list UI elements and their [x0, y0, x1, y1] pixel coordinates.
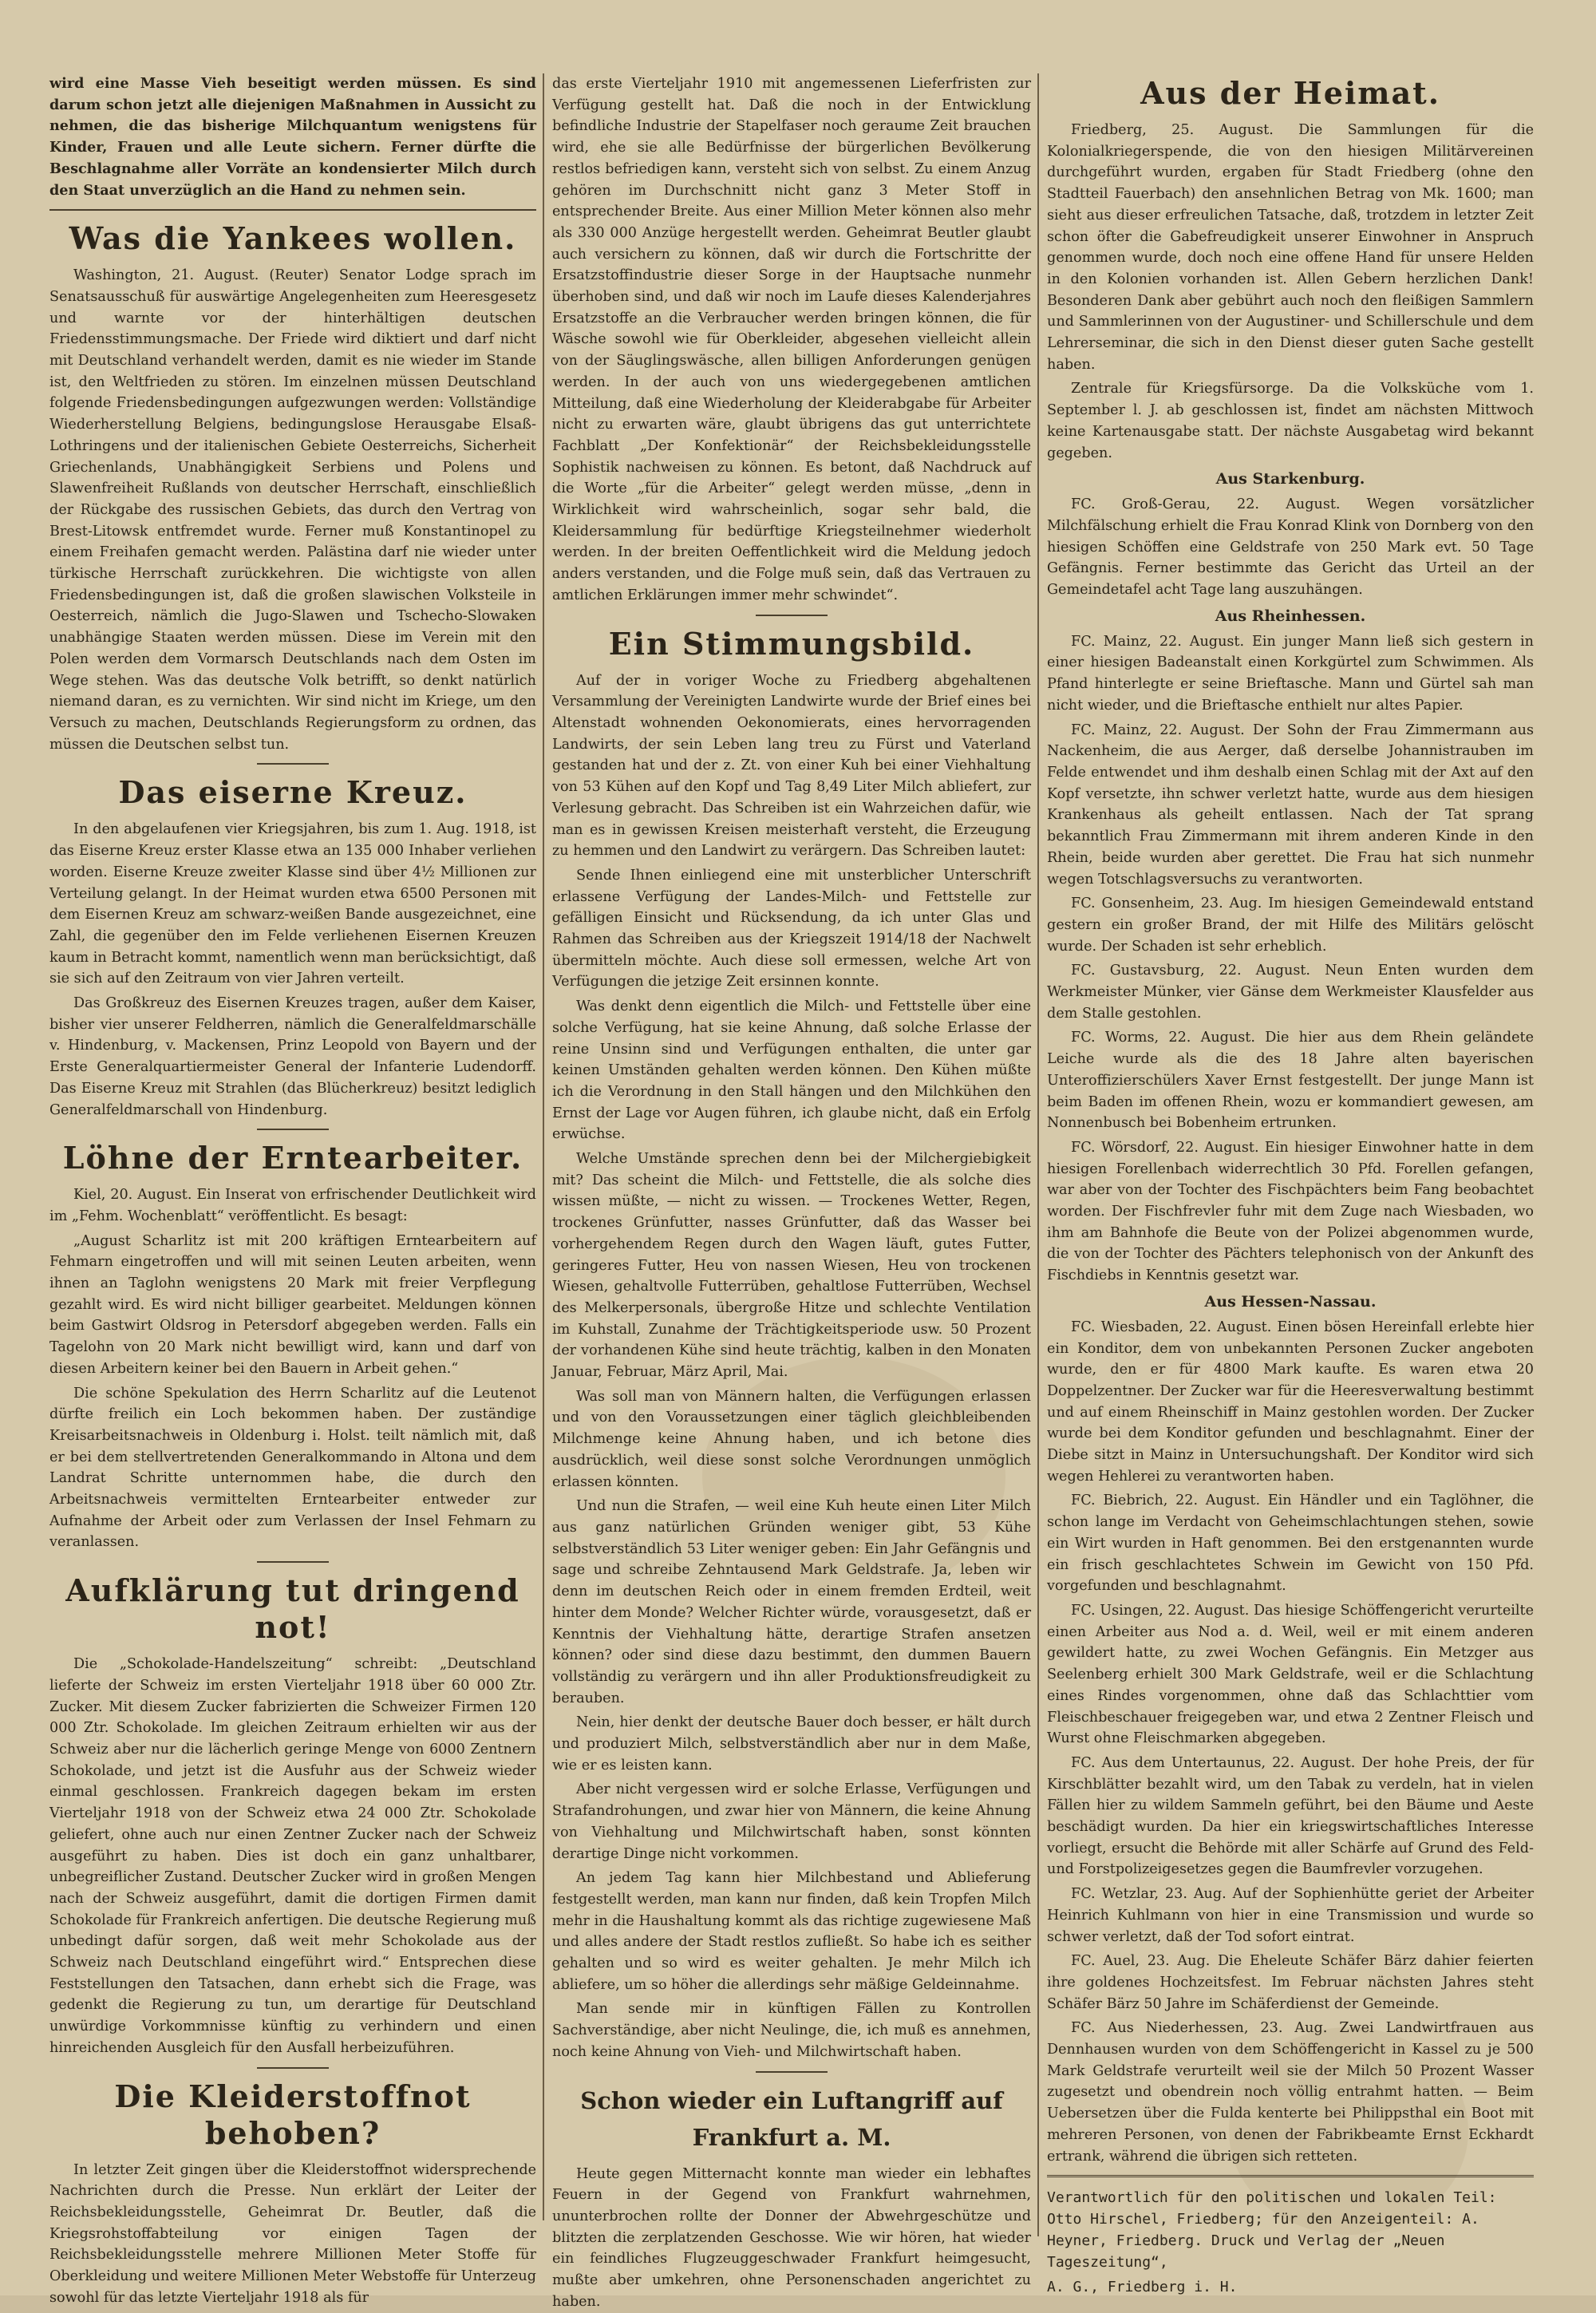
divider [257, 763, 329, 765]
divider [257, 2067, 329, 2069]
divider [49, 209, 536, 211]
divider [756, 615, 828, 616]
column-2 [552, 73, 1031, 2310]
article-text: FC. Mainz, 22. August. Der Sohn der Frau Zimmermann aus Nackenheim, die aus Aerger, daß derselbe Johannistrauben im Felde entwendet und ihm deshalb einen Schlag mit der Axt auf den Kopf versetzte, ihn schwer verletzt hatte, wurde aus dem hiesigen Krankenhaus als geheilt entlassen. Nach der Tat sprang bekanntlich Frau Zimmermann mit ihrem anderen Kinde in den Rhein, beide wurden aber gerettet. Die Frau hat sich nunmehr wegen Totschlagsversuchs zu verantworten. [1047, 722, 1534, 888]
article-text: FC. Groß-Gerau, 22. August. Wegen vorsätzlicher Milchfälschung erhielt die Frau Konrad Klink von Dornberg von den hiesigen Schöffen eine Geldstrafe von 250 Mark evt. 50 Tage Gefängnis. Ferner bestimmte das Gericht das Urteil an der Gemeindetafel acht Tage lang auszuhängen. [1047, 496, 1534, 599]
article-text: FC. Worms, 22. August. Die hier aus dem Rhein geländete Leiche wurde als die des 18 Jahre alten bayerischen Unteroffizierschülers Xaver Ernst festgestellt. Der junge Mann ist beim Baden im offenen Rhein, wozu er kommandiert gewesen, am Nonnenbusch bei Bobenheim ertrunken. [1047, 1030, 1534, 1132]
article-text: Die schöne Spekulation des Herrn Scharlitz auf die Leutenot dürfte freilich ein Loch bekommen haben. Der zuständige Kreisarbeitsnachweis in Oldenburg i. Holst. teilt nämlich mit, daß er bei dem stellvertretenden Generalkommando in Altona und dem Landrat Schritte unternommen habe, die durch den Arbeitsnachweis vermittelten Erntearbeiter entweder zur Aufnahme der Arbeit oder zum Verlassen der Insel Fehmarn zu veranlassen. [49, 1385, 536, 1551]
article-text: An jedem Tag kann hier Milchbestand und Ablieferung festgestellt werden, man kann nur finden, daß kein Tropfen Milch mehr in die Haushaltung kommt als das richtige zugewiesene Maß und alles andere der Stadt restlos zufließt. So habe ich es seither gehalten und so wird es weiter gehalten. Je mehr Milch ich abliefere, um so höher die allerdings sehr mäßige Geldeinnahme. [552, 1870, 1031, 1993]
article-text: Zentrale für Kriegsfürsorge. Da die Volksküche vom 1. September l. J. ab geschlossen ist, findet am nächsten Mittwoch keine Kartenausgabe statt. Der nächste Ausgabetag wird bekannt gegeben. [1047, 381, 1534, 461]
article-text: In den abgelaufenen vier Kriegsjahren, bis zum 1. Aug. 1918, ist das Eiserne Kreuz erster Klasse etwa an 135 000 Inhaber verliehen worden. Eiserne Kreuze zweiter Klasse sind über 4½ Millionen zur Verteilung gelangt. In der Heimat wurden etwa 6500 Personen mit dem Eisernen Kreuz am schwarz-weißen Bande ausgezeichnet, eine Zahl, die gegenüber den im Felde verliehenen Eisernen Kreuzen kaum in Betracht kommt, namentlich wenn man berücksichtigt, daß sie sich auf den Zeitraum von vier Jahren verteilt. [49, 821, 536, 987]
article-text: FC. Gustavsburg, 22. August. Neun Enten wurden dem Werkmeister Münker, vier Gänse dem Werkmeister Klausfelder aus dem Stalle gestohlen. [1047, 963, 1534, 1022]
article-text: Die „Schokolade-Handelszeitung“ schreibt: „Deutschland lieferte der Schweiz im ersten Vierteljahr 1918 über 60 000 Ztr. Zucker. Mit diesem Zucker fabrizierten die Schweizer Firmen 120 000 Ztr. Schokolade. Im gleichen Zeitraum erhielten wir aus der Schweiz aber nur die lächerlich geringe Menge von 6000 Zentnern Schokolade, und jetzt ist die Ausfuhr aus der Schweiz wieder einmal geschlossen. Frankreich dagegen bekam im ersten Vierteljahr 1918 von der Schweiz etwa 24 000 Ztr. Schokolade geliefert, ohne auch nur einen Zentner Zucker nach der Schweiz ausgeführt zu haben. Dies ist doch ein ganz unhaltbarer, unbegreiflicher Zustand. Deutscher Zucker wird in großen Mengen nach der Schweiz ausgeführt, damit die dortigen Firmen damit Schokolade für Frankreich anfertigen. Die deutsche Regierung muß unbedingt dafür sorgen, daß weit mehr Schokolade aus der Schweiz nach Deutschland eingeführt wird.“ Entsprechen diese Feststellungen den Tatsachen, dann erhebt sich die Frage, was gedenkt die Regierung zu tun, um derartige für Deutschland unwürdige Vorkommnisse künftig zu verhindern und einen hinreichenden Ausgleich für den Ausfall herbeizuführen. [49, 1656, 536, 2056]
article-text: In letzter Zeit gingen über die Kleiderstoffnot widersprechende Nachrichten durch die Presse. Nun erklärt der Leiter der Reichsbekleidungsstelle, Geheimrat Dr. Beutler, daß die Kriegsrohstoffabteilung vor einigen Tagen der Reichsbekleidungsstelle mehrere Millionen Meter Stoffe für Oberkleidung und weitere Millionen Meter Webstoffe für Unterzeug sowohl für das letzte Vierteljahr 1918 als für [49, 2161, 536, 2306]
article-text: FC. Auel, 23. Aug. Die Eheleute Schäfer Bärz dahier feierten ihre goldenes Hochzeitsfest. Im Februar nächsten Jahres steht Schäfer Bärz 50 Jahre im Schäferdienst der Gemeinde. [1047, 1953, 1534, 2012]
article-text: FC. Wiesbaden, 22. August. Einen bösen Hereinfall erlebte hier ein Konditor, dem von unbekannten Personen Zucker angeboten wurde, den er für 4800 Mark kaufte. Es waren etwa 20 Doppelzentner. Der Zucker war für die Heeresverwaltung bestimmt und auf einem Rheinschiff in Mainz gestohlen worden. Der Zucker wurde bei dem Konditor gefunden und beschlagnahmt. Einer der Diebe sitzt in Mainz in Untersuchungshaft. Der Konditor wird sich wegen Hehlerei zu verantworten haben. [1047, 1319, 1534, 1485]
article-text: Nein, hier denkt der deutsche Bauer doch besser, er hält durch und produziert Milch, selbstverständlich aber nur in dem Maße, wie er es leisten kann. [552, 1714, 1031, 1773]
headline-eiserne-kreuz: Das eiserne Kreuz. [118, 774, 468, 811]
divider [1047, 2175, 1534, 2177]
article-text: Was soll man von Männern halten, die Verfügungen erlassen und von den Voraussetzungen einer täglich gleichbleibenden Milchmenge keine Ahnung haben, und ich betone dies ausdrücklich, weil diese sonst solche Verordnungen unmöglich erlassen könnten. [552, 1388, 1031, 1490]
article-text: Welche Umstände sprechen denn bei der Milchergiebigkeit mit? Das scheint die Milch- und Fettstelle, die als solche dies wissen müßte, — nicht zu wissen. — Trockenes Wetter, Regen, trockenes Grünfutter, nasses Grünfutter, daß das Wasser bei vorhergehendem Regen durch den Wagen läuft, gutes Futter, geringeres Futter, Heu von nassen Wiesen, Heu von trockenen Wiesen, gehaltvolle Futterrüben, gehaltlose Futterrüben, Wechsel des Melkerpersonals, übergroße Hitze und schlechte Ventilation im Kuhstall, Zunahme der Trächtigkeitsperiode usw. 50 Prozent der vorhandenen Kühe sind heute trächtig, kalben in den Monaten Januar, Februar, März April, Mai. [552, 1151, 1031, 1381]
article-text: Aber nicht vergessen wird er solche Erlasse, Verfügungen und Strafandrohungen, und zwar hier von Männern, die keine Ahnung von Viehhaltung und Milchwirtschaft haben, sonst könnten derartige Dinge nicht vorkommen. [552, 1781, 1031, 1862]
article-text: Kiel, 20. August. Ein Inserat von erfrischender Deutlichkeit wird im „Fehm. Wochenblatt“ veröffentlicht. Es besagt: [49, 1187, 536, 1224]
article-text: Friedberg, 25. August. Die Sammlungen für die Kolonialkriegerspende, die von den hiesigen Militärvereinen durchgeführt wurden, ergaben für Stadt Friedberg (ohne den Stadtteil Fauerbach) den ansehnlichen Betrag von Mk. 1600; man sieht aus dieser erfreulichen Tatsache, daß, trotzdem in letzter Zeit schon öfter die Gabefreudigkeit unserer Einwohner in Anspruch genommen wurde, doch noch eine offene Hand für unsere Helden in den Kolonien vorhanden ist. Allen Gebern herzlichen Dank! Besonderen Dank aber gebührt auch noch den fleißigen Sammlern und Sammlerinnen von der Augustiner- und Schillerschule und dem Lehrerseminar, die sich in den Dienst dieser guten Sache gestellt haben. [1047, 122, 1534, 373]
article-text: FC. Mainz, 22. August. Ein junger Mann ließ sich gestern in einer hiesigen Badeanstalt einen Korkgürtel zum Schwimmen. Als Pfand hinterlegte er seine Brieftasche. Mann und Gürtel sah man nicht wieder, und die Brieftasche enthielt nur altes Papier. [1047, 633, 1534, 714]
divider [257, 1129, 329, 1130]
article-text: Sende Ihnen einliegend eine mit unsterblicher Unterschrift erlassene Verfügung der Landes-Milch- und Fettstelle zur gefälligen Einsicht und Rücksendung, da ich unter Glas und Rahmen das Schreiben aus der Kriegszeit 1914/18 der Nachwelt übermitteln möchte. Auch diese soll ermessen, welche Art von Verfügungen die jetzige Zeit ersinnen konnte. [552, 867, 1031, 990]
article-text: Man sende mir in künftigen Fällen zu Kontrollen Sachverständige, aber nicht Neulinge, die, ich muß es annehmen, noch keine Ahnung von Vieh- und Milchwirtschaft haben. [552, 2001, 1031, 2060]
headline-heimat: Aus der Heimat. [1140, 75, 1440, 111]
headline-aufklaerung: Aufklärung tut dringend not! [65, 1572, 520, 1646]
article-text: Und nun die Strafen, — weil eine Kuh heute einen Liter Milch aus ganz natürlichen Gründen weniger gibt, 53 Kühe selbstverständlich 53 Liter weniger geben: Ein Jahr Gefängnis und sage und schreibe Zehntausend Mark Geldstrafe. Ja, leben wir denn im deutschen Reich oder in einem fremden Erdteil, weit hinter dem Monde? Welcher Richter würde, vorausgesetzt, daß er Kenntnis der Viehhaltung hätte, derartige Strafen ansetzen können? oder sind diese dazu bestimmt, den dummen Bauern vollständig zu verärgern und ihn aller Produktionsfreudigkeit zu berauben. [552, 1498, 1031, 1706]
article-text: FC. Biebrich, 22. August. Ein Händler und ein Taglöhner, die schon lange im Verdacht von Geheimschlachtungen stehen, sowie ein Wirt wurden in Haft genommen. Bei den erstgenannten wurde ein frisch geschlachtetes Schwein im Gewicht von 150 Pfd. vorgefunden und beschlagnahmt. [1047, 1493, 1534, 1595]
article-text: Washington, 21. August. (Reuter) Senator Lodge sprach im Senatsausschuß für auswärtige Angelegenheiten zum Heeresgesetz und warnte vor der hinterhältigen deutschen Friedensstimmungsmache. Der Friede wird diktiert und darf nicht mit Deutschland verhandelt werden, damit es nie wieder im Stande ist, den Weltfrieden zu stören. Im einzelnen müssen Deutschland folgende Friedensbedingungen aufgezwungen werden: Vollständige Wiederherstellung Belgiens, bedingungslose Herausgabe Elsaß-Lothringens und der italienischen Gebiete Oesterreichs, Sicherheit Griechenlands, Unabhängigkeit Serbiens und Polens und Slawenfreiheit Rußlands von deutscher Herrschaft, einschließlich der Rückgabe des russischen Gebiets, das durch den Vertrag von Brest-Litowsk entfremdet wurde. Ferner muß Konstantinopel zu einem Freihafen gemacht werden. Palästina darf nie wieder unter türkische Herrschaft zurückkehren. Die wichtigste von allen Friedensbedingungen ist, daß die großen slawischen Volksteile in Oesterreich, nämlich die Jugo-Slawen und Tschecho-Slowaken unabhängige Staaten werden müssen. Diese im Verein mit den Polen werden dem Vormarsch Deutschlands nach dem Osten im Wege stehen. Was das deutsche Volk betrifft, so denkt natürlich niemand daran, es zu vernichten. Wir sind nicht im Kriege, um den Versuch zu machen, Deutschlands Regierungsform zu ordnen, das müssen die Deutschen selbst tun. [49, 267, 536, 753]
article-text: FC. Wörsdorf, 22. August. Ein hiesiger Einwohner hatte in dem hiesigen Forellenbach widerrechtlich 30 Pfd. Forellen gefangen, war aber von der Tochter des Fischpächters beim Fang beobachtet worden. Der Fischfrevler fuhr mit dem Zuge nach Wiesbaden, wo ihm am Bahnhofe die Beute von der Polizei abgenommen wurde, die von der Tochter des Pächters telephonisch von der Ankunft des Fischdiebs in Kenntnis gesetzt war. [1047, 1139, 1534, 1284]
divider [257, 1561, 329, 1563]
article-text: FC. Wetzlar, 23. Aug. Auf der Sophienhütte geriet der Arbeiter Heinrich Kuhlmann von hier in eine Transmission und wurde so schwer verletzt, daß der Tod sofort eintrat. [1047, 1886, 1534, 1945]
article-continuation: wird eine Masse Vieh beseitigt werden müssen. Es sind darum schon jetzt alle diejenigen Maßnahmen in Aussicht zu nehmen, die das bisherige Milchquantum wenigstens für Kinder, Frauen und alle Leute sichern. Ferner dürfte die Beschlagnahme aller Vorräte an kondensierter Milch durch den Staat unverzüglich an die Hand zu nehmen sein. [49, 75, 536, 199]
article-text: FC. Usingen, 22. August. Das hiesige Schöffengericht verurteilte einen Arbeiter aus Nod a. d. Weil, weil er mit einem anderen gewildert hatte, zu zwei Wochen Gefängnis. Ein Metzger aus Seelenberg erhielt 300 Mark Geldstrafe, weil er die Schlachtung eines Rindes vorgenommen, ohne daß das Schlachttier vom Fleischbeschauer freigegeben war, und etwa 2 Zentner Fleisch und Wurst ohne Fleischmarken abgegeben. [1047, 1603, 1534, 1747]
article-text: Das Großkreuz des Eisernen Kreuzes tragen, außer dem Kaiser, bisher vier unserer Feldherren, nämlich die Generalfeldmarschälle v. Hindenburg, v. Mackensen, Prinz Leopold von Bayern und der Erste Generalquartiermeister General der Infanterie Ludendorff. Das Eiserne Kreuz mit Strahlen (das Blücherkreuz) besitzt lediglich Generalfeldmarschall von Hindenburg. [49, 995, 536, 1118]
article-text: Auf der in voriger Woche zu Friedberg abgehaltenen Versammlung der Vereinigten Landwirte wurde der Brief eines bei Altenstadt wohnenden Oekonomierats, eines hervorragenden Landwirts, der sein Leben lang treu zu Fürst und Vaterland gestanden hat und der z. Zt. von einer Kuh bei einer Viehhaltung von 53 Kühen auf den Kopf und Tag 8,49 Liter Milch abliefert, zur Verlesung gebracht. Das Schreiben ist ein Wahrzeichen dafür, wie man es in gewissen Kreisen meisterhaft versteht, die Erzeugung zu hemmen und den Landwirt zu verärgern. Das Schreiben lautet: [552, 672, 1031, 860]
headline-yankees: Was die Yankees wollen. [69, 220, 517, 257]
subhead-hessen-nassau: Aus Hessen-Nassau. [1204, 1292, 1377, 1311]
headline-kleiderstoffnot: Die Kleiderstoffnot behoben? [114, 2078, 472, 2151]
headline-loehne: Löhne der Erntearbeiter. [62, 1140, 523, 1176]
column-1 [49, 73, 536, 2306]
column-rule [1037, 73, 1039, 2236]
column-rule [543, 73, 544, 2220]
column-3 [1047, 73, 1534, 2296]
divider [756, 2071, 828, 2073]
imprint: Verantwortlich für den politischen und lokalen Teil: Otto Hirschel, Friedberg; für den Anzeigenteil: A. Heyner, Friedberg. Druck und Verlag der „Neuen Tageszeitung“, [1047, 2189, 1497, 2271]
article-text: FC. Gonsenheim, 23. Aug. Im hiesigen Gemeindewald entstand gestern ein großer Brand, der mit Hilfe des Militärs gelöscht wurde. Der Schaden ist sehr erheblich. [1047, 896, 1534, 955]
article-text: Heute gegen Mitternacht konnte man wieder ein lebhaftes Feuern in der Gegend von Frankfurt wahrnehmen, ununterbrochen rollte der Donner der Abwehrgeschütze und blitzten die zerplatzenden Geschosse. Wie wir hören, hat wieder ein feindliches Flugzeuggeschwader Frankfurt heimgesucht, mußte aber umkehren, ohne Personenschaden angerichtet zu haben. [552, 2165, 1031, 2310]
article-text: FC. Aus Niederhessen, 23. Aug. Zwei Landwirtfrauen aus Dennhausen wurden von dem Schöffengericht in Kassel zu je 500 Mark Geldstrafe verurteilt weil sie der Milch 50 Prozent Wasser zugesetzt und obendrein noch völlig entrahmt hatten. — Beim Uebersetzen über die Fulda kenterte bei Philippsthal ein Boot mit mehreren Personen, von denen der Fabrikbeamte Ernst Eckhardt ertrank, während die übrigen sich retteten. [1047, 2020, 1534, 2165]
article-text: Was denkt denn eigentlich die Milch- und Fettstelle über eine solche Verfügung, hat sie keine Ahnung, daß solche Erlasse der reine Unsinn sind und Verfügungen enthalten, die unter gar keinen Umständen gehalten werden können. Den Kühen müßte ich die Verordnung in den Stall hängen und den Milchkühen den Ernst der Lage vor Augen führen, ich glaube nicht, daß ein Erfolg erwüchse. [552, 998, 1031, 1143]
article-continuation: das erste Vierteljahr 1910 mit angemessenen Lieferfristen zur Verfügung gestellt hat. Daß die noch in der Entwicklung befindliche Industrie der Stapelfaser noch geraume Zeit brauchen wird, ehe sie alle Bedürfnisse der bürgerlichen Bevölkerung restlos befriedigen kann, versteht sich von selbst. Zu einem Anzug gehören im Durchschnitt nicht ganz 3 Meter Stoff in entsprechender Breite. Aus einer Million Meter können also mehr als 330 000 Anzüge hergestellt werden. Geheimrat Beutler glaubt auch versichern zu können, daß wir durch die Fortschritte der Ersatzstoffindustrie dieser Sorge in der Hauptsache nunmehr überhoben sind, und daß wir noch im Laufe dieses Kalenderjahres Ersatzstoffe an die Verbraucher werden bringen können, die für Wäsche sowohl wie für Oberkleider, abgesehen vielleicht allein von der Säuglingswäsche, allen billigen Anforderungen genügen werden. In der auch von uns wiedergegebenen amtlichen Mitteilung, daß eine Wiederholung der Kleiderabgabe für Arbeiter nicht zu erwarten wäre, glaubt übrigens das gut unterrichtete Fachblatt „Der Konfektionär“ der Reichsbekleidungsstelle Sophistik nachweisen zu können. Es betont, daß Nachdruck auf die Worte „für die Arbeiter“ gelegt werden müsse, „denn in Wirklichkeit wird wahrscheinlich, sogar sehr bald, die Kleidersammlung für bedürftige Kriegsteilnehmer wiederholt werden. In der breiten Oeffentlichkeit wird die Meldung jedoch anders verstanden, und die Folge muß sein, daß das Vertrauen zu amtlichen Erklärungen immer mehr schwindet“. [552, 76, 1031, 603]
imprint-publisher: A. G., Friedberg i. H. [1047, 2279, 1238, 2296]
article-text: FC. Aus dem Untertaunus, 22. August. Der hohe Preis, der für Kirschblätter bezahlt wird, um den Tabak zu verdeln, hat in vielen Fällen hier zu wildem Sammeln geführt, bei den Bäume und Aeste beschädigt wurden. Da hier ein kriegswirtschaftliches Interesse vorliegt, ersucht die Behörde mit aller Schärfe auf Grund des Feld- und Forstpolizeigesetzes gegen die Baumfrevler vorzugehen. [1047, 1754, 1534, 1878]
headline-luftangriff: Schon wieder ein Luftangriff auf Frankfurt a. M. [580, 2086, 1003, 2151]
subhead-rheinhessen: Aus Rheinhessen. [1215, 607, 1366, 625]
article-text: „August Scharlitz ist mit 200 kräftigen Erntearbeitern auf Fehmarn eingetroffen und will mit seinen Leuten arbeiten, wenn ihnen an Taglohn wenigstens 20 Mark mit freier Verpflegung gezahlt wird. Es wird nicht billiger gearbeitet. Meldungen können beim Gastwirt Oldsrog in Petersdorf abgegeben werden. Falls ein Tagelohn von 20 Mark nicht bewilligt wird, kann und darf von diesen Arbeitern keiner bei den Bauern in Arbeit gehen.“ [49, 1232, 536, 1377]
subhead-starkenburg: Aus Starkenburg. [1215, 470, 1365, 488]
headline-stimmungsbild: Ein Stimmungsbild. [608, 625, 975, 662]
